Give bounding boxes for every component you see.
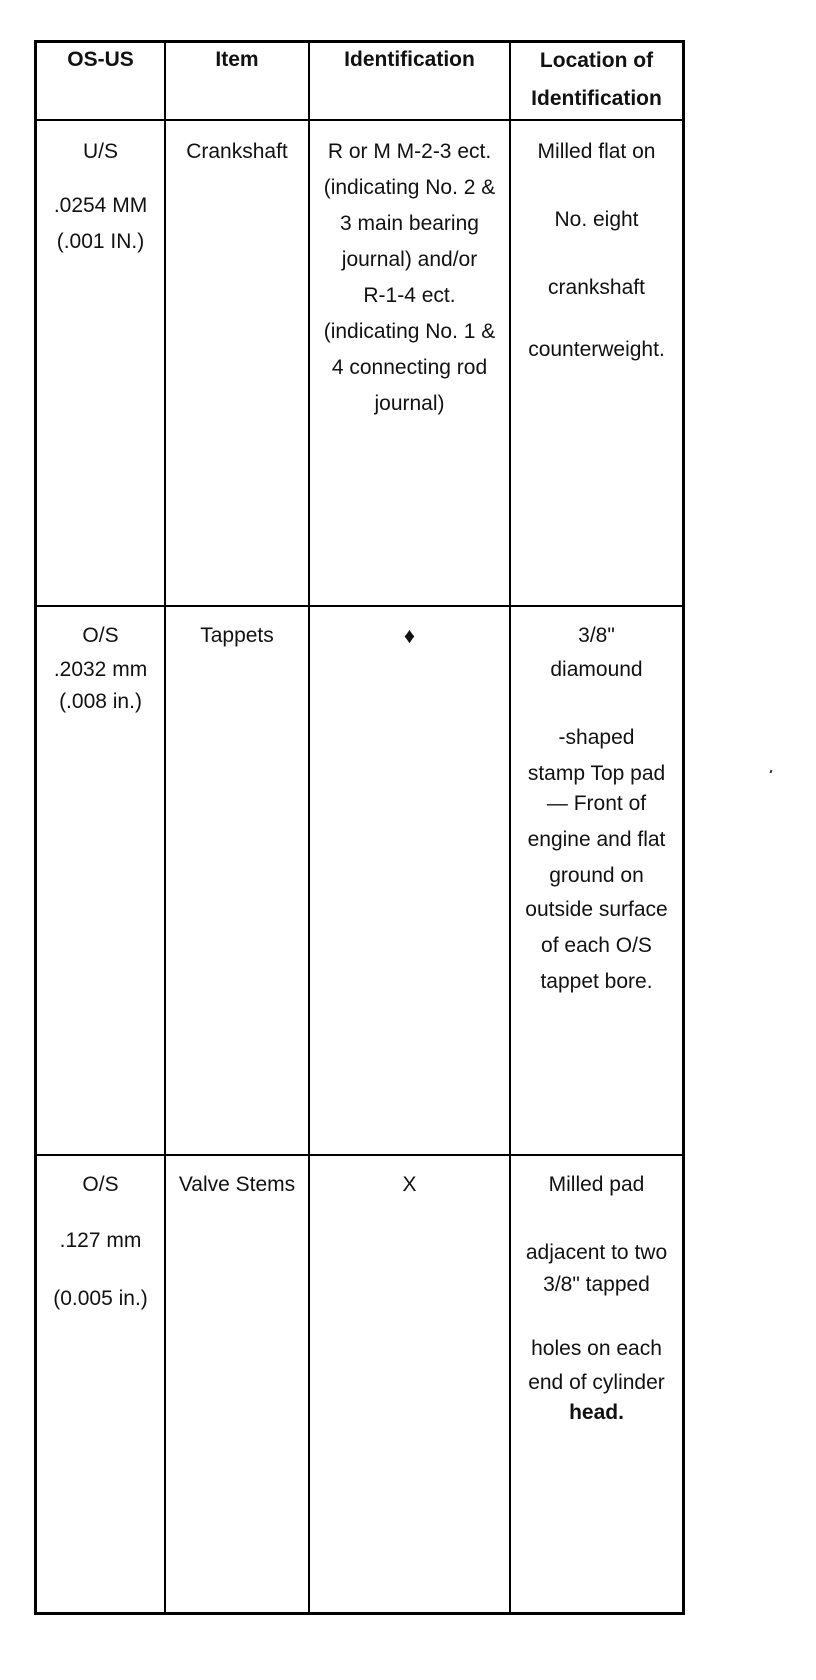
table-divider-1 (164, 40, 166, 1615)
row-2-divider (34, 1154, 685, 1156)
ident-line: 4 connecting rod (331, 356, 488, 379)
os-us-metric: .2032 mm (53, 658, 148, 681)
os-us-imperial: (0.005 in.) (53, 1287, 148, 1310)
ident-line: (indicating No. 2 & (323, 176, 496, 199)
location-line: -shaped (558, 726, 635, 749)
location-line: adjacent to two (525, 1241, 668, 1264)
row1-identification (310, 140, 509, 416)
ident-line: journal) (374, 392, 445, 415)
row2-os-us (37, 624, 164, 714)
location-line: No. eight (554, 208, 639, 231)
item-name: Crankshaft (186, 140, 288, 163)
os-us-metric: .127 mm (59, 1229, 142, 1252)
ident-line: (indicating No. 1 & (323, 320, 496, 343)
identification-table (34, 40, 685, 1615)
header-row-divider (34, 119, 685, 121)
row3-os-us (37, 1173, 164, 1311)
item-name: Valve Stems (178, 1173, 296, 1196)
ident-line: 3 main bearing (340, 212, 479, 235)
row-1-divider (34, 605, 685, 607)
ident-line: R or M M-2-3 ect. (327, 140, 492, 163)
location-line: head. (569, 1401, 624, 1424)
os-us-metric: .0254 MM (53, 194, 148, 217)
ident-line: R-1-4 ect. (363, 284, 456, 307)
location-line: 3/8" (578, 624, 615, 647)
location-line: outside surface (525, 898, 668, 921)
row1-item (166, 140, 308, 164)
ident-mark: X (402, 1173, 417, 1196)
row3-identification (310, 1173, 509, 1197)
location-line: tappet bore. (540, 970, 653, 993)
os-us-type: U/S (82, 140, 118, 163)
item-name: Tappets (200, 624, 274, 647)
location-line: ground on (549, 864, 644, 887)
row3-location (511, 1173, 682, 1425)
header-os-us: OS-US (67, 48, 134, 71)
location-line: Milled flat on (537, 140, 656, 163)
ident-line: journal) and/or (341, 248, 478, 271)
table-border-bottom (34, 1612, 685, 1615)
location-line: counterweight. (528, 338, 665, 361)
os-us-type: O/S (82, 1173, 119, 1196)
row2-item (166, 624, 308, 648)
location-line: crankshaft (548, 276, 645, 299)
location-line: diamound (550, 658, 643, 681)
header-location: Location of Identification (531, 49, 662, 110)
location-line: Milled pad (548, 1173, 645, 1196)
header-item: Item (215, 48, 259, 71)
row1-os-us (37, 140, 164, 254)
row3-item (166, 1173, 308, 1197)
os-us-imperial: (.008 in.) (59, 690, 142, 713)
row1-location (511, 140, 682, 362)
table-border-right (682, 40, 685, 1615)
table-border-left (34, 40, 37, 1615)
location-line: stamp Top pad (527, 762, 666, 785)
row2-identification (310, 624, 509, 648)
header-identification: Identification (344, 48, 475, 71)
location-line: holes on each (531, 1337, 662, 1360)
os-us-type: O/S (82, 624, 119, 647)
location-line: — Front of (546, 792, 647, 815)
os-us-imperial: (.001 IN.) (56, 230, 145, 253)
location-line: of each O/S (541, 934, 652, 957)
scan-speck (770, 770, 773, 774)
location-line: engine and flat (527, 828, 666, 851)
location-line: 3/8" tapped (543, 1273, 650, 1296)
diamond-symbol: ♦ (403, 623, 416, 648)
row2-location (511, 624, 682, 994)
location-line: end of cylinder (528, 1371, 665, 1394)
